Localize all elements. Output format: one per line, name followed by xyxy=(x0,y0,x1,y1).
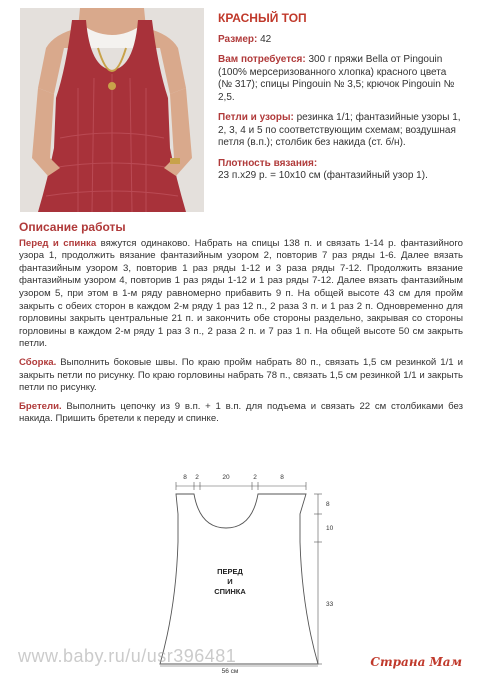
density-label: Плотность вязания: xyxy=(218,157,318,169)
size-line xyxy=(218,34,463,47)
front-back-paragraph xyxy=(19,238,463,351)
bottom-dim: 56 см xyxy=(221,668,239,673)
patterns-text: резинка 1/1; фантазийные узоры 1, 2, 3, 4 и 5 по соответствующим схемам; воздушная петля (в.п.); столбик без накида (ст. б/н). xyxy=(218,112,461,148)
materials-label: Вам потребуется: xyxy=(218,54,306,65)
right-dim-1: 8 xyxy=(326,501,330,508)
right-dim-2: 10 xyxy=(326,525,334,532)
size-value: 42 xyxy=(260,33,272,45)
straps-text: Выполнить цепочку из 9 в.п. + 1 в.п. для подъема и связать 22 см столбиками без накида. Пришить бретели к переду и спинке. xyxy=(19,400,463,425)
assembly-paragraph xyxy=(19,357,463,395)
density-line xyxy=(218,158,463,183)
patterns-line xyxy=(218,112,463,150)
assembly-text: Выполнить боковые швы. По краю пройм набрать 80 п., связать 1,5 см резинкой 1/1 и закрыть петли по рисунку. По краю горловины набрать 78 п., связать 1,5 см резинкой 1/1 и закрыть петли по рисунку. xyxy=(19,356,463,394)
materials-text: 300 г пряжи Bella от Pingouin (100% мерсеризованного хлопка) красного цвета (№ 317); спицы Pingouin № 3,5; крючок Pingouin № 2,5. xyxy=(218,54,455,103)
size-label: Размер: xyxy=(218,33,258,45)
garment-outline xyxy=(160,494,318,664)
straps-label: Бретели. xyxy=(19,400,62,412)
header-block xyxy=(218,12,463,191)
top-dim-1: 8 xyxy=(183,474,187,481)
assembly-label: Сборка. xyxy=(19,356,57,368)
patterns-label: Петли и узоры: xyxy=(218,112,294,123)
description-block xyxy=(19,221,463,432)
page-title: КРАСНЫЙ ТОП xyxy=(218,11,307,25)
top-dim-3: 20 xyxy=(222,474,230,481)
materials-line xyxy=(218,54,463,104)
straps-paragraph xyxy=(19,401,463,426)
top-dim-2: 2 xyxy=(195,474,199,481)
right-dim-3: 33 xyxy=(326,601,334,608)
front-back-label: Перед и спинка xyxy=(19,237,97,249)
diagram-label-1: ПЕРЕД xyxy=(217,567,243,576)
top-dim-5: 8 xyxy=(280,474,284,481)
watermark: www.baby.ru/u/usr396481 xyxy=(18,646,237,666)
description-heading: Описание работы xyxy=(19,220,126,234)
pattern-diagram xyxy=(150,468,350,673)
diagram-label-3: СПИНКА xyxy=(214,587,246,596)
top-dim-4: 2 xyxy=(253,474,257,481)
diagram-label-2: И xyxy=(227,577,233,586)
density-text: 23 п.х29 р. = 10х10 см (фантазийный узор 1). xyxy=(218,170,428,181)
front-back-text: вяжутся одинаково. Набрать на спицы 138 п. и связать 1-14 р. фантазийного узора 1, продолжить вязание фантазийным узором 2, повторив 7 раз ряды 1-6. Далее вязать фантазийным узором 3, повторив 1 раз ряды 1-12 и 3 раза ряды 7-12. Продолжить вязание фантазийным узором 4, повторив 1 раз ряды 1-12 и 1 раз ряды 7-12. Далее вязать фантазийным узором 5, при этом в 1-м ряду равномерно прибавить 9 п. На общей высоте 43 см для пройм закрыть с обеих сторон в каждом 2-м ряду 1 раз 12 п., 2 раза 3 п. и 1 раз 2 п. Одновременно для горловины закрыть центральные 21 п. и закончить обе стороны раздельно, закрывая со стороны горловины в каждом 2-м ряду 1 раз 3 п., 2 раза 2 п. и 7 раз 1 п. На общей высоте 50 см закрыть петли. xyxy=(19,237,463,350)
site-logo: Страна Мам xyxy=(370,655,462,669)
product-photo xyxy=(20,8,204,212)
